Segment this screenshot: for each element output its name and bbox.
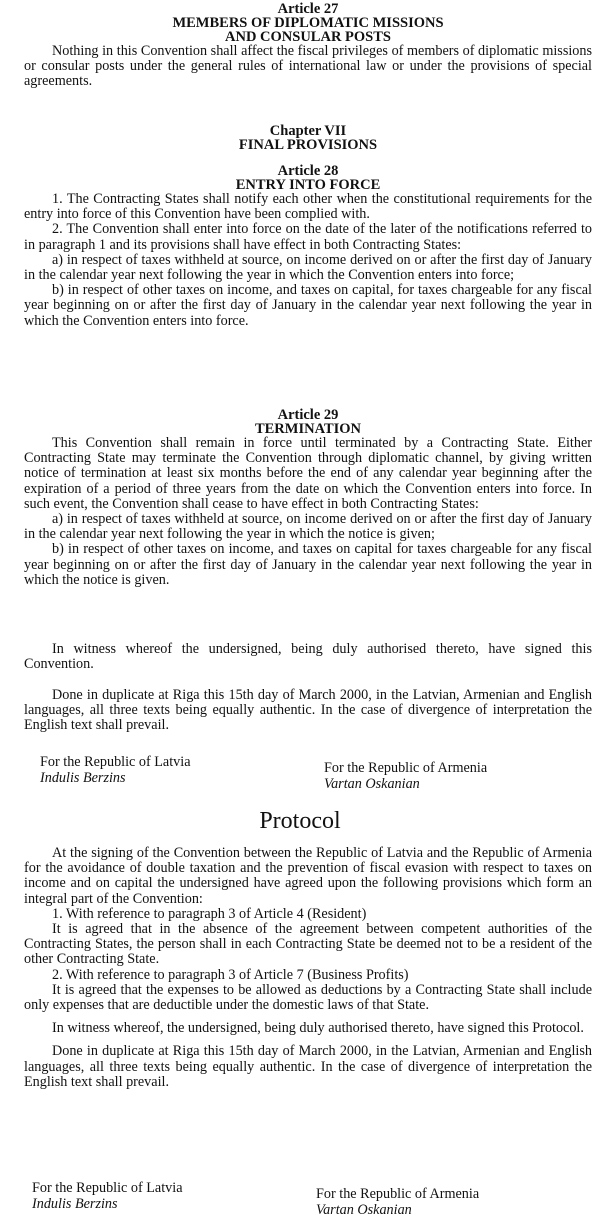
article-28-para-a: a) in respect of taxes withheld at source, on income derived on or after the first day of January in the calendar year next following the year in which the Convention enters into force; (24, 251, 592, 284)
article-27 (24, 2, 592, 90)
protocol-item-2: 2. With reference to paragraph 3 of Article 7 (Business Profits) (52, 966, 409, 983)
article-29-para-1: This Convention shall remain in force until terminated by a Contracting State. Either Contracting State may terminate the Convention through diplomatic channel, by giving written notice of termination at least six months before the end of any calendar year beginning after the expiration of a period of three years from the date on which the Convention enters into force. In such event, the Convention shall cease to have effect in both Contracting States: (24, 435, 592, 512)
done-text-1: Done in duplicate at Riga this 15th day of March 2000, in the Latvian, Armenian and English languages, all three texts being equally authentic. In the case of divergence of interpretation the English text shall prevail. (24, 687, 592, 734)
chapter-heading: Chapter VII (269, 123, 347, 139)
article-27-title-line1: MEMBERS OF DIPLOMATIC MISSIONS (172, 15, 444, 31)
protocol-item-1: 1. With reference to paragraph 3 of Article 4 (Resident) (52, 905, 367, 922)
protocol-body (24, 846, 592, 1090)
article-29-heading: Article 29 (277, 407, 339, 423)
signature-armenia-2 (316, 1186, 479, 1218)
witness-text-1: In witness whereof the undersigned, being duly authorised thereto, have signed this Convention. (24, 641, 592, 673)
convention-witness (24, 642, 592, 672)
article-28-title: ENTRY INTO FORCE (235, 177, 381, 193)
protocol-item-1-text: It is agreed that in the absence of the agreement between competent authorities of the Contracting States, the person shall in each Contracting State be deemed not to be a resident of the other Contracting State. (24, 921, 592, 968)
signature-armenia-label-2: For the Republic of Armenia (316, 1186, 480, 1202)
signature-armenia-label-1: For the Republic of Armenia (324, 760, 488, 776)
article-29 (24, 408, 592, 588)
signature-latvia-name-2: Indulis Berzins (32, 1196, 118, 1212)
protocol-intro: At the signing of the Convention between the Republic of Latvia and the Republic of Armenia for the avoidance of double taxation and the prevention of fiscal evasion with respect to taxes on income and on capital the undersigned have agreed upon the following provisions which form an integral part of the Convention: (24, 845, 592, 907)
protocol-title: Protocol (259, 808, 341, 834)
article-28 (24, 164, 592, 329)
protocol-item-2-text: It is agreed that the expenses to be allowed as deductions by a Contracting State shall include only expenses that are deductible under the domestic laws of that State. (24, 981, 592, 1014)
article-27-text: Nothing in this Convention shall affect the fiscal privileges of members of diplomatic missions or consular posts under the general rules of international law or under the provisions of special agreements. (24, 43, 592, 90)
article-29-para-b: b) in respect of other taxes on income, and taxes on capital for taxes chargeable for any fiscal year beginning on or after the first day of January in the calendar year next following the year in which the notice is given. (24, 541, 592, 588)
signature-latvia-label-1: For the Republic of Latvia (40, 754, 191, 770)
protocol-witness: In witness whereof, the undersigned, being duly authorised thereto, have signed this Protocol. (52, 1020, 584, 1037)
signature-latvia-1 (40, 754, 191, 786)
article-28-heading: Article 28 (277, 163, 339, 179)
convention-done (24, 688, 592, 734)
signature-latvia-name-1: Indulis Berzins (40, 770, 126, 786)
article-28-para-2: 2. The Convention shall enter into force on the date of the later of the notifications referred to in paragraph 1 and its provisions shall have effect in both Contracting States: (24, 221, 592, 253)
signature-armenia-1 (324, 760, 487, 792)
article-27-heading: Article 27 (277, 1, 339, 17)
article-29-para-a: a) in respect of taxes withheld at source, on income derived on or after the first day of January in the calendar year next following the year in which the notice is given; (24, 511, 592, 543)
signature-latvia-label-2: For the Republic of Latvia (32, 1180, 183, 1196)
signature-latvia-2 (32, 1180, 183, 1212)
protocol-done: Done in duplicate at Riga this 15th day of March 2000, in the Latvian, Armenian and English languages, all three texts being equally authentic. In the case of divergence of interpretation the English text shall prevail. (24, 1043, 592, 1090)
article-28-para-b: b) in respect of other taxes on income, and taxes on capital, for taxes chargeable for any fiscal year beginning on or after the first day of January in the calendar year next following the year in which the Convention enters into force. (24, 282, 592, 329)
article-28-para-1: 1. The Contracting States shall notify each other when the constitutional requirements for the entry into force of this Convention have been complied with. (24, 191, 592, 223)
chapter-7 (24, 124, 592, 152)
article-29-title: TERMINATION (254, 421, 362, 437)
signature-armenia-name-2: Vartan Oskanian (316, 1202, 412, 1218)
chapter-title: FINAL PROVISIONS (238, 137, 378, 153)
signature-armenia-name-1: Vartan Oskanian (324, 776, 420, 792)
article-27-title-line2: AND CONSULAR POSTS (225, 29, 391, 45)
